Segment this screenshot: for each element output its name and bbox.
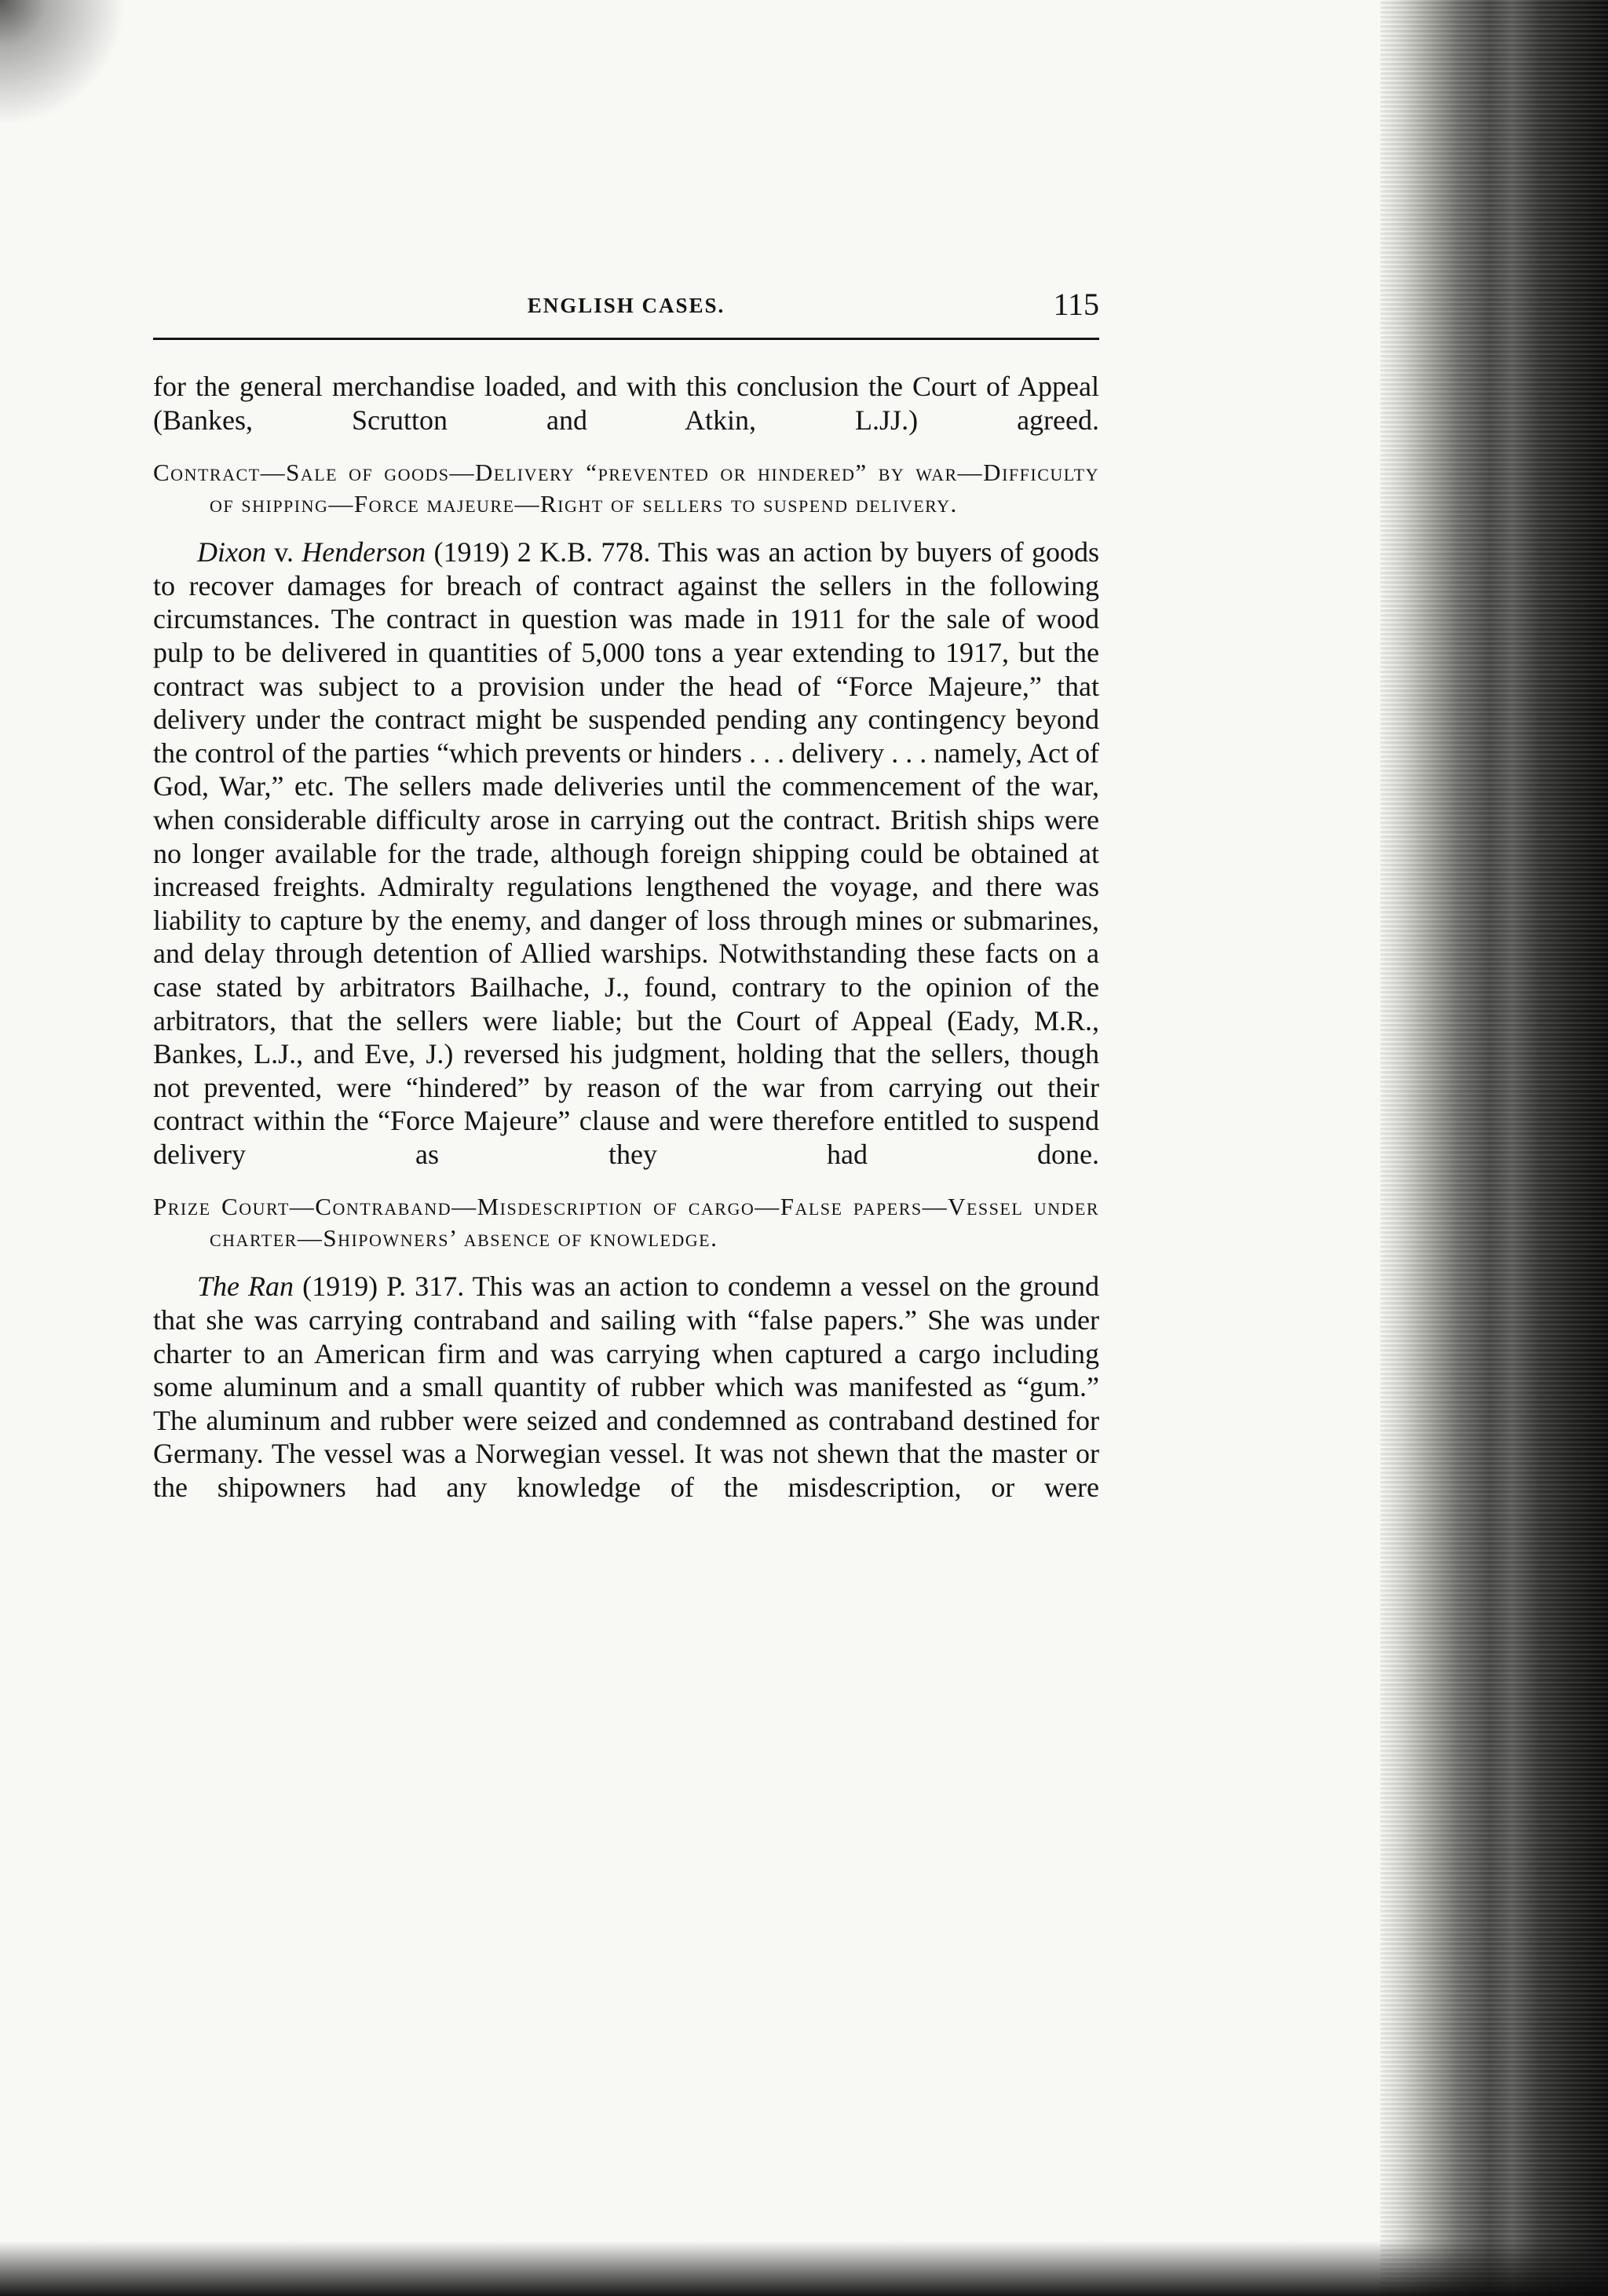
running-title: ENGLISH CASES. [527, 294, 725, 317]
case-name-dixon: Dixon [197, 536, 266, 569]
section-2-heading: Prize Court—Contraband—Misdescription of cargo—False papers—Vessel under charter—Shipowners’ absence of knowledge. [153, 1193, 1099, 1252]
scan-shadow-top-left [0, 0, 188, 181]
page-content [153, 370, 1099, 1504]
scan-shadow-bottom [0, 2241, 1608, 2296]
case-name-ran: The Ran [197, 1270, 294, 1303]
case-name-henderson: Henderson [302, 536, 426, 569]
spacer [153, 1254, 1099, 1270]
header-rule [153, 338, 1099, 340]
section-2-citation: (1919) P. 317. [294, 1270, 465, 1303]
section-2-body: This was an action to condemn a vessel on the ground that she was carrying contraband and sailing with “false papers.” She was under charter to an American firm and was carrying when captured a cargo including some aluminum and a small quantity of rubber which was manifested as “gum.” The aluminum and rubber were seized and condemned as contraband destined for Germany. The vessel was a Norwegian vessel. It was not shewn that the master or the shipowners had any knowledge of the misdescription, or were [153, 1270, 1099, 1504]
running-head [153, 286, 1099, 341]
spacer [153, 437, 1099, 457]
intro-text: for the general merchandise loaded, and with this conclusion the Court of Appeal (Bankes, Scrutton and Atkin, L.JJ.) agreed. [153, 371, 1099, 436]
section-1-paragraph [153, 536, 1099, 1171]
intro-paragraph [153, 370, 1099, 437]
book-binding-edge [1380, 0, 1608, 2296]
spacer [153, 1171, 1099, 1191]
section-1-citation: (1919) 2 K.B. 778. [426, 536, 651, 569]
section-1-heading: Contract—Sale of goods—Delivery “prevented or hindered” by war—Difficulty of shipping—Force majeure—Right of sellers to suspend delivery. [153, 459, 1099, 518]
section-2-paragraph [153, 1270, 1099, 1504]
case-versus: v. [265, 536, 302, 569]
page-number: 115 [1053, 287, 1099, 322]
section-1-body: This was an action by buyers of goods to recover damages for breach of contract against the sellers in the following circumstances. The contract in question was made in 1911 for the sale of wood pulp to be delivered in quantities of 5,000 tons a year extending to 1917, but the contract was subject to a provision under the head of “Force Majeure,” that delivery under the contract might be suspended pending any contingency beyond the control of the parties “which prevents or hinders . . . delivery . . . namely, Act of God, War,” etc. The sellers made deliveries until the commencement of the war, when considerable difficulty arose in carrying out the contract. British ships were no longer available for the trade, although foreign shipping could be obtained at increased freights. Admiralty regulations lengthened the voyage, and there was liability to capture by the enemy, and danger of loss through mines or submarines, and delay through detention of Allied warships. Notwithstanding these facts on a case stated by arbitrators Bailhache, J., found, contrary to the opinion of the arbitrators, that the sellers were liable; but the Court of Appeal (Eady, M.R., Bankes, L.J., and Eve, J.) reversed his judgment, holding that the sellers, though not prevented, were “hindered” by reason of the war from carrying out their contract within the “Force Majeure” clause and were therefore entitled to suspend delivery as they had done. [153, 536, 1099, 1170]
spacer [153, 520, 1099, 536]
